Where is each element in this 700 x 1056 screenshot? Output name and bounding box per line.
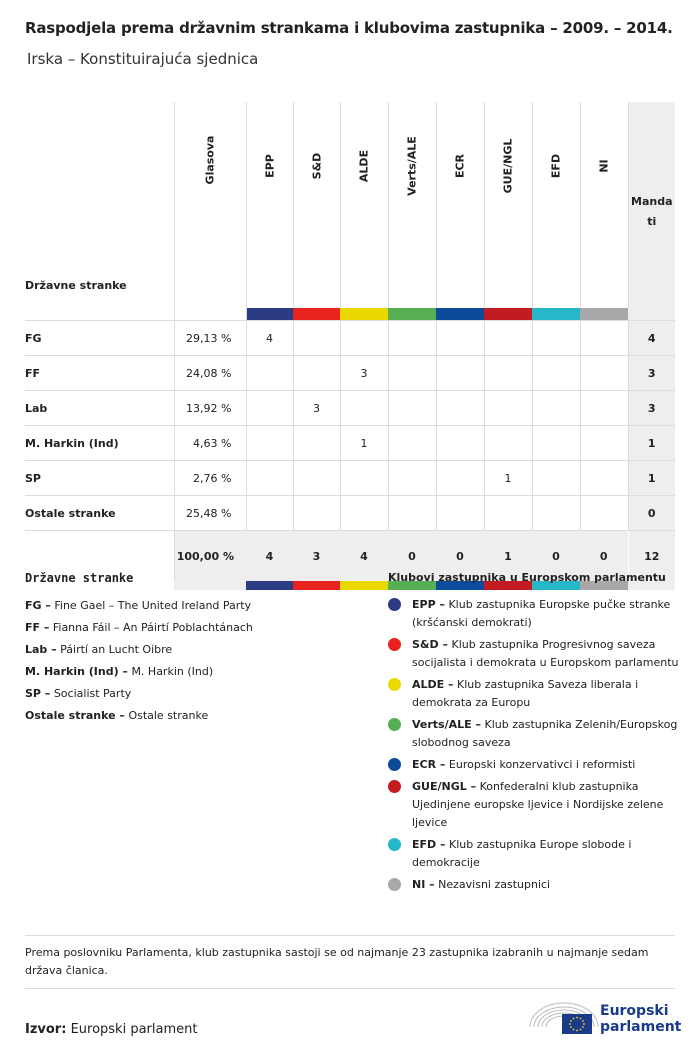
total-seats: 12 (628, 531, 675, 582)
group-seat-cell (293, 321, 340, 356)
group-seat-cell: 1 (340, 426, 388, 461)
group-seat-cell (580, 356, 628, 391)
party-full-name: Fianna Fáil – An Páirtí Poblachtánach (52, 621, 253, 634)
group-seat-cell (246, 496, 293, 531)
seats-value: 1 (628, 426, 675, 461)
table-row (25, 321, 675, 356)
group-legend-item (388, 716, 683, 752)
group-dot-icon (388, 758, 401, 771)
group-color-swatch (532, 308, 580, 321)
group-seat-cell (340, 496, 388, 531)
group-seat-cell (388, 461, 436, 496)
group-seat-cell (580, 391, 628, 426)
total-group-seats: 0 (388, 531, 436, 582)
group-seat-cell (293, 356, 340, 391)
seats-value: 1 (628, 461, 675, 496)
group-dot-icon (388, 718, 401, 731)
votes-value: 13,92 % (174, 391, 246, 426)
group-seat-cell (484, 321, 532, 356)
seats-value: 3 (628, 391, 675, 426)
group-abbr: GUE/NGL – (412, 780, 477, 793)
table-header-row (25, 102, 675, 308)
group-legend-title: Klubovi zastupnika u Europskom parlamentu (388, 571, 666, 584)
group-seat-cell: 3 (340, 356, 388, 391)
group-full-name: Klub zastupnika Zelenih/Europskog slobodnog saveza (412, 718, 678, 749)
group-color-swatch (293, 308, 340, 321)
group-seat-cell (532, 426, 580, 461)
group-seat-cell (340, 321, 388, 356)
votes-value: 2,76 % (174, 461, 246, 496)
total-group-seats: 4 (246, 531, 293, 582)
party-legend-item (25, 639, 365, 661)
group-header-label: GUE/NGL (501, 138, 515, 194)
group-seat-cell (436, 356, 484, 391)
group-column-header (532, 102, 580, 308)
group-seat-cell (388, 426, 436, 461)
group-seat-cell (580, 321, 628, 356)
group-abbr: S&D – (412, 638, 448, 651)
party-abbr: FG – (25, 599, 51, 612)
group-seat-cell (484, 391, 532, 426)
party-abbr: SP – (25, 687, 51, 700)
group-color-swatch (340, 308, 388, 321)
group-abbr: ECR – (412, 758, 446, 771)
group-seat-cell (340, 391, 388, 426)
party-full-name: Fine Gael – The United Ireland Party (54, 599, 252, 612)
group-seat-cell (246, 426, 293, 461)
group-dot-icon (388, 838, 401, 851)
group-seat-cell (293, 496, 340, 531)
party-legend (25, 571, 365, 727)
group-seat-cell (484, 356, 532, 391)
group-seat-cell (293, 426, 340, 461)
group-color-swatch (436, 308, 484, 321)
party-legend-item (25, 617, 365, 639)
group-legend-item (388, 636, 683, 672)
group-seat-cell (436, 461, 484, 496)
page-subtitle: Irska – Konstituirajuća sjednica (27, 50, 259, 68)
group-seat-cell (484, 426, 532, 461)
group-dot-icon (388, 780, 401, 793)
party-name: Lab (25, 391, 174, 426)
group-seat-cell (340, 461, 388, 496)
group-seat-cell (532, 356, 580, 391)
seats-value: 0 (628, 496, 675, 531)
table-row (25, 461, 675, 496)
party-abbr: Lab – (25, 643, 57, 656)
logo-line1: Europski (600, 1003, 669, 1019)
table-row (25, 356, 675, 391)
votes-value: 4,63 % (174, 426, 246, 461)
group-dot-icon (388, 678, 401, 691)
party-full-name: Socialist Party (53, 687, 132, 700)
group-seat-cell (388, 356, 436, 391)
group-header-label: EFD (549, 153, 563, 179)
party-name: FG (25, 321, 174, 356)
group-full-name: Klub zastupnika Saveza liberala i demokrata za Europu (412, 678, 639, 709)
group-seat-cell (436, 391, 484, 426)
group-seat-cell: 4 (246, 321, 293, 356)
group-header-label: EPP (263, 154, 276, 178)
group-full-name: Klub zastupnika Europske pučke stranke (kršćanski demokrati) (412, 598, 671, 629)
total-group-seats: 4 (340, 531, 388, 582)
group-abbr: Verts/ALE – (412, 718, 481, 731)
group-seat-cell (532, 496, 580, 531)
group-header-label: NI (597, 159, 611, 173)
page-title: Raspodjela prema državnim strankama i klubovima zastupnika – 2009. – 2014. (25, 19, 673, 37)
group-seat-cell (388, 391, 436, 426)
group-seat-cell (580, 461, 628, 496)
group-color-swatch (246, 308, 293, 321)
group-seat-cell (532, 461, 580, 496)
source-line (25, 1022, 197, 1037)
seats-value: 4 (628, 321, 675, 356)
footnote: Prema poslovniku Parlamenta, klub zastupnika sastoji se od najmanje 23 zastupnika izabranih u najmanje sedam država članica. (25, 946, 649, 977)
group-column-header (293, 102, 340, 308)
group-abbr: ALDE – (412, 678, 454, 691)
divider (25, 935, 675, 936)
votes-column-header (174, 102, 246, 308)
group-legend-item (388, 876, 683, 894)
group-seat-cell (484, 496, 532, 531)
group-full-name: Klub zastupnika Progresivnog saveza socijalista i demokrata u Europskom parlamentu (412, 638, 679, 669)
group-header-label: S&D (310, 152, 323, 180)
group-header-label: ECR (453, 153, 467, 179)
votes-value: 24,08 % (174, 356, 246, 391)
group-dot-icon (388, 638, 401, 651)
source-value: Europski parlament (70, 1022, 198, 1037)
party-name: SP (25, 461, 174, 496)
group-seat-cell (436, 496, 484, 531)
total-group-seats: 0 (532, 531, 580, 582)
total-group-seats: 1 (484, 531, 532, 582)
votes-value: 25,48 % (174, 496, 246, 531)
group-seat-cell (580, 496, 628, 531)
group-seat-cell (246, 356, 293, 391)
seats-column-header: Mandati (628, 102, 675, 321)
party-legend-title: Državne stranke (25, 571, 134, 585)
group-legend-item (388, 596, 683, 632)
logo-line2: parlament (600, 1019, 682, 1035)
total-votes: 100,00 % (174, 531, 246, 582)
group-seat-cell: 1 (484, 461, 532, 496)
party-name: Ostale stranke (25, 496, 174, 531)
group-column-header (436, 102, 484, 308)
results-table (25, 102, 675, 590)
party-column-header: Državne stranke (25, 102, 174, 308)
party-abbr: FF – (25, 621, 50, 634)
group-legend (388, 571, 683, 898)
group-legend-item (388, 756, 683, 774)
total-group-seats: 3 (293, 531, 340, 582)
total-group-seats: 0 (580, 531, 628, 582)
group-column-header (388, 102, 436, 308)
party-full-name: Ostale stranke (128, 709, 209, 722)
group-legend-item (388, 676, 683, 712)
group-full-name: Europski konzervativci i reformisti (448, 758, 636, 771)
group-header-label: Verts/ALE (405, 136, 419, 196)
table-row (25, 496, 675, 531)
group-full-name: Nezavisni zastupnici (438, 878, 551, 891)
party-name: FF (25, 356, 174, 391)
table-row (25, 426, 675, 461)
parliament-logo-text (600, 1003, 681, 1035)
group-seat-cell (388, 496, 436, 531)
seats-value: 3 (628, 356, 675, 391)
divider (25, 988, 675, 989)
group-seat-cell (580, 426, 628, 461)
table-row (25, 391, 675, 426)
group-column-header (580, 102, 628, 308)
group-column-header (246, 102, 293, 308)
group-seat-cell (436, 426, 484, 461)
party-legend-item (25, 661, 365, 683)
group-column-header (340, 102, 388, 308)
party-abbr: M. Harkin (Ind) – (25, 665, 128, 678)
group-seat-cell (532, 391, 580, 426)
group-seat-cell (293, 461, 340, 496)
group-dot-icon (388, 878, 401, 891)
group-seat-cell (246, 461, 293, 496)
party-full-name: M. Harkin (Ind) (131, 665, 214, 678)
total-group-seats: 0 (436, 531, 484, 582)
group-abbr: NI – (412, 878, 435, 891)
party-name: M. Harkin (Ind) (25, 426, 174, 461)
group-legend-item (388, 836, 683, 872)
group-color-swatch (388, 308, 436, 321)
group-abbr: EPP – (412, 598, 445, 611)
party-legend-item (25, 683, 365, 705)
group-full-name: Klub zastupnika Europe slobode i demokracije (412, 838, 632, 869)
votes-header-label: Glasova (203, 135, 217, 185)
group-color-swatch (580, 308, 628, 321)
group-column-header (484, 102, 532, 308)
party-full-name: Páirtí an Lucht Oibre (60, 643, 173, 656)
group-seat-cell (388, 321, 436, 356)
group-color-bar (25, 308, 675, 321)
group-seat-cell (436, 321, 484, 356)
group-seat-cell (532, 321, 580, 356)
group-header-label: ALDE (357, 149, 371, 183)
group-seat-cell: 3 (293, 391, 340, 426)
party-abbr: Ostale stranke – (25, 709, 125, 722)
party-legend-item (25, 595, 365, 617)
group-seat-cell (246, 391, 293, 426)
group-legend-item (388, 778, 683, 832)
group-dot-icon (388, 598, 401, 611)
group-full-name: Konfederalni klub zastupnika Ujedinjene europske ljevice i Nordijske zelene ljevice (412, 780, 664, 829)
group-color-swatch (484, 308, 532, 321)
party-legend-item (25, 705, 365, 727)
group-abbr: EFD – (412, 838, 446, 851)
votes-value: 29,13 % (174, 321, 246, 356)
source-label: Izvor: (25, 1022, 67, 1037)
